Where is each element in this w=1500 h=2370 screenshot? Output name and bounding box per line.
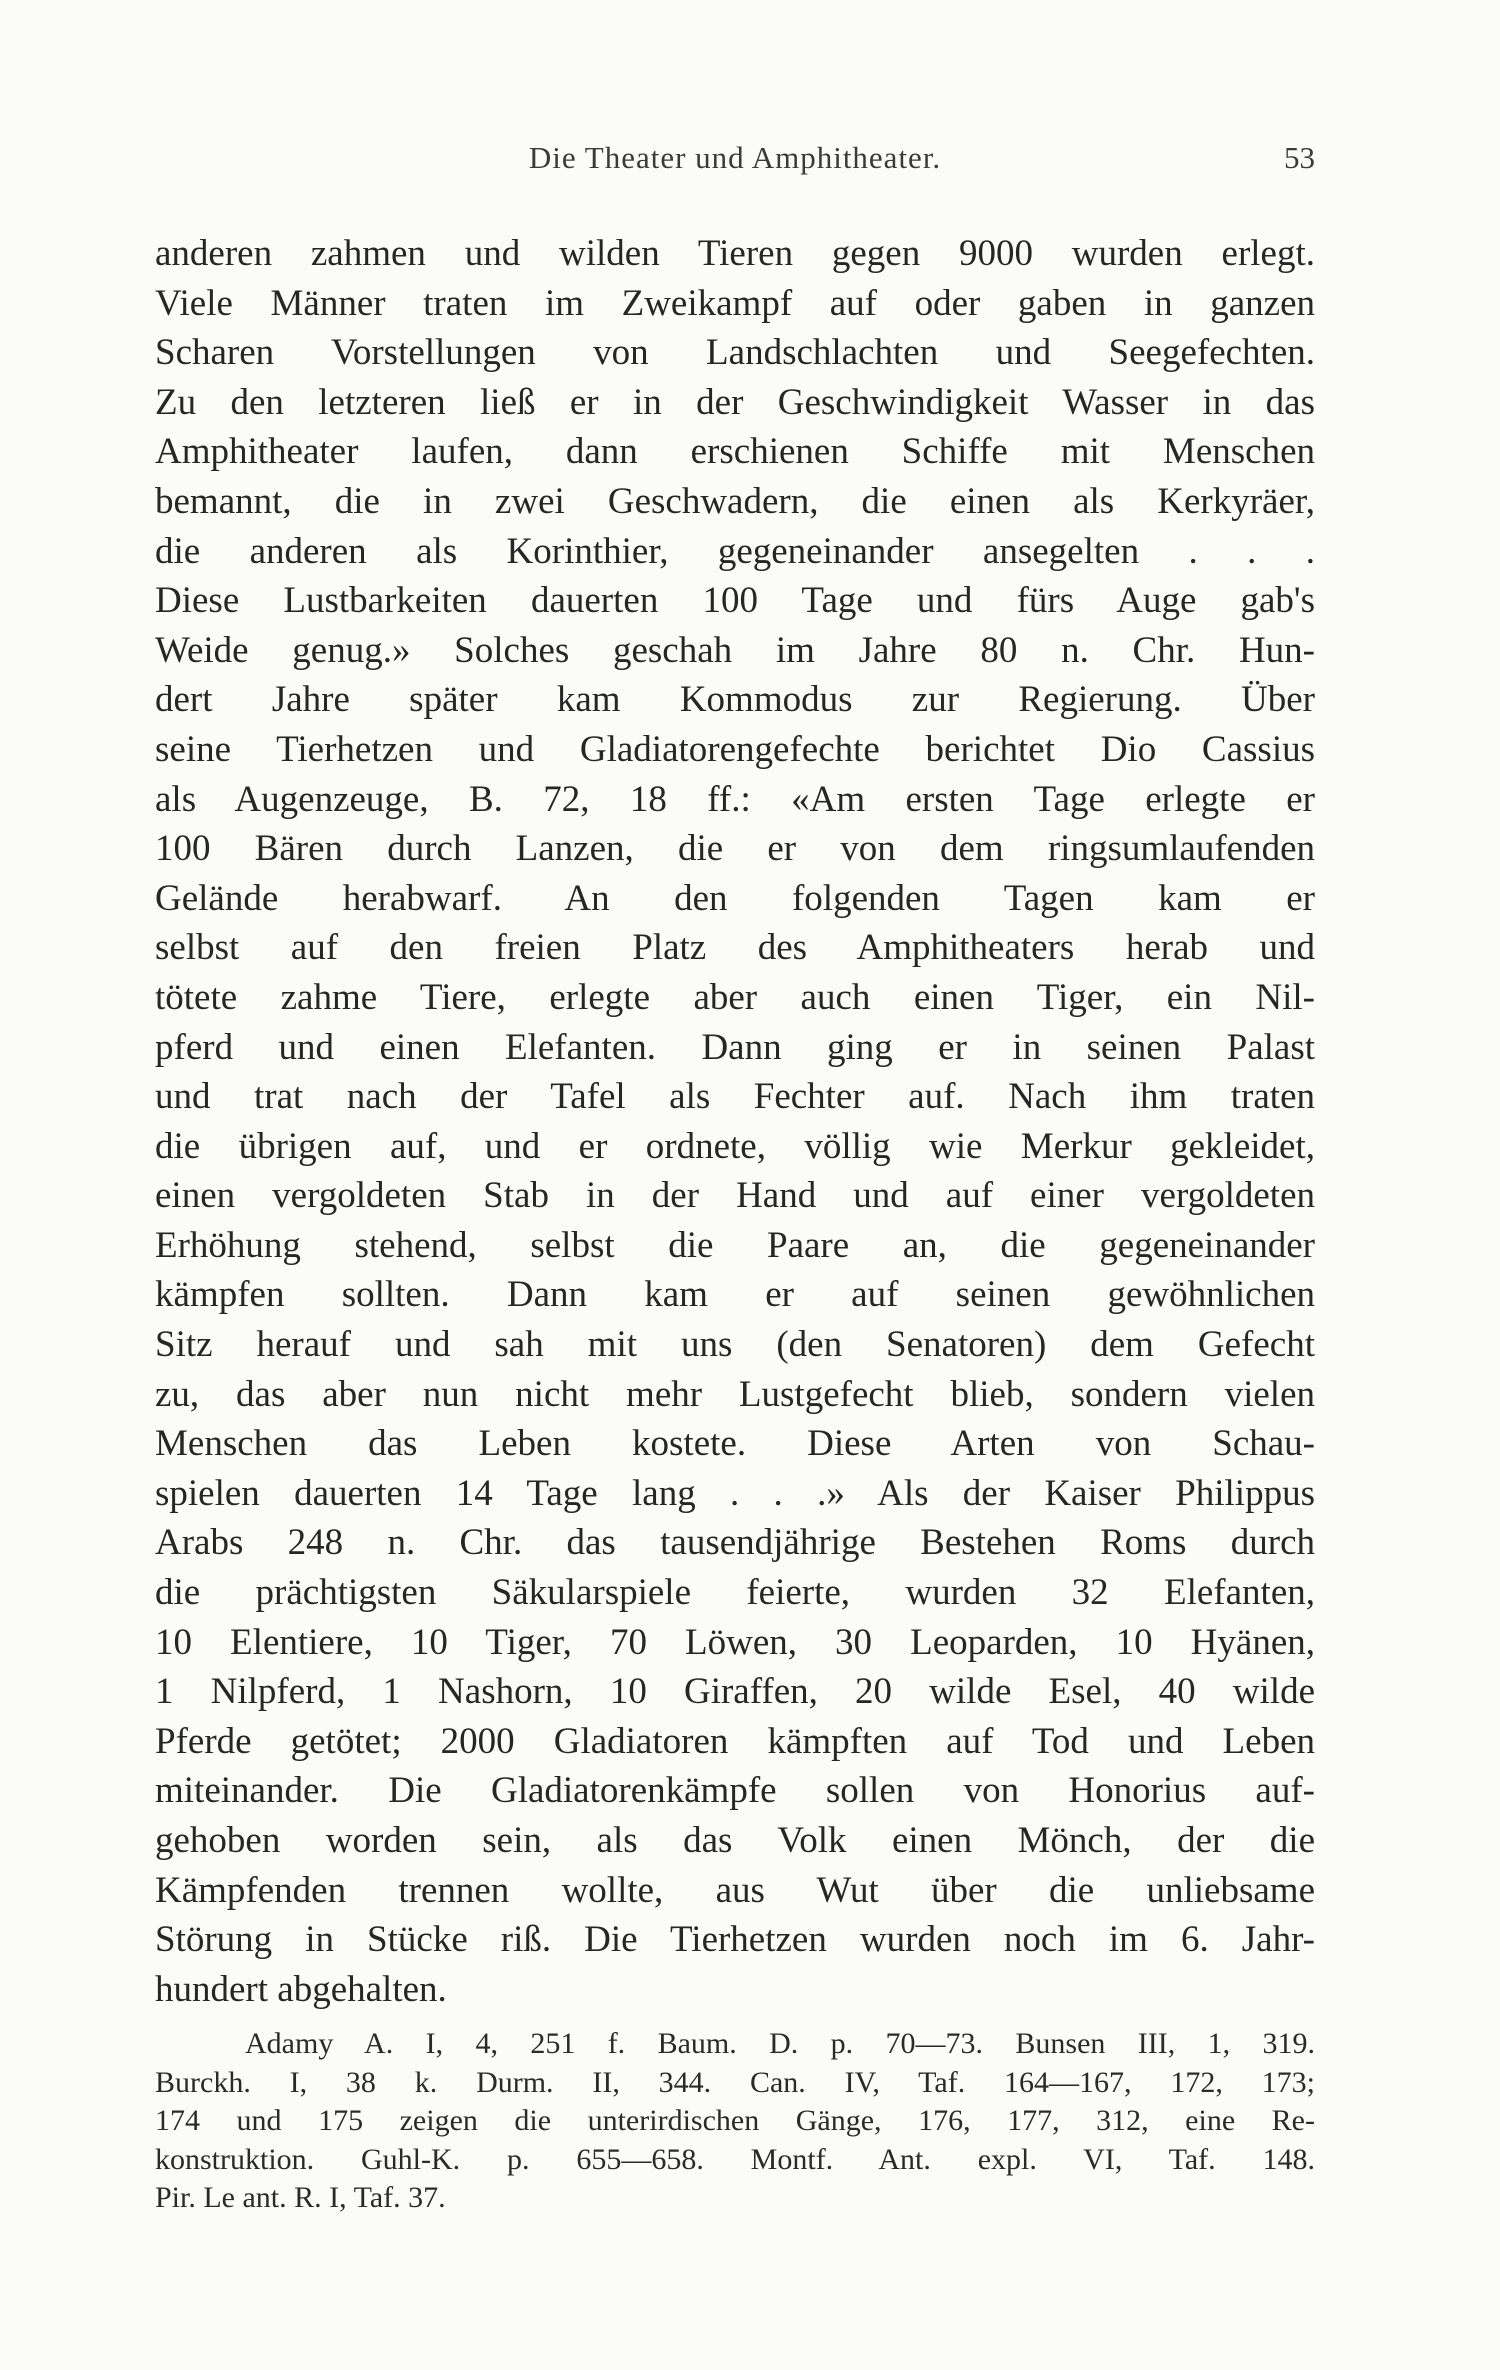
text-line: zu, das aber nun nicht mehr Lustgefecht blieb, sondern vielen bbox=[155, 1373, 1315, 1415]
text-line: Erhöhung stehend, selbst die Paare an, die gegeneinander bbox=[155, 1224, 1315, 1266]
text-line: 1 Nilpferd, 1 Nashorn, 10 Giraffen, 20 wilde Esel, 40 wilde bbox=[155, 1671, 1315, 1713]
text-line: Arabs 248 n. Chr. das tausendjährige Bestehen Roms durch bbox=[155, 1522, 1315, 1564]
text-line: bemannt, die in zwei Geschwadern, die einen als Kerkyräer, bbox=[155, 480, 1315, 522]
reference-notes bbox=[155, 2025, 1315, 2218]
text-line: Sitz herauf und sah mit uns (den Senatoren) dem Gefecht bbox=[155, 1324, 1315, 1366]
text-line: seine Tierhetzen und Gladiatorengefechte berichtet Dio Cassius bbox=[155, 728, 1315, 770]
reference-line: Pir. Le ant. R. I, Taf. 37. bbox=[155, 2181, 446, 2214]
reference-line: Adamy A. I, 4, 251 f. Baum. D. p. 70—73. Bunsen III, 1, 319. bbox=[245, 2027, 1315, 2060]
text-line: einen vergoldeten Stab in der Hand und auf einer vergoldeten bbox=[155, 1175, 1315, 1217]
text-line: Pferde getötet; 2000 Gladiatoren kämpften auf Tod und Leben bbox=[155, 1720, 1315, 1762]
text-line: die prächtigsten Säkularspiele feierte, wurden 32 Elefanten, bbox=[155, 1572, 1315, 1614]
text-line: anderen zahmen und wilden Tieren gegen 9000 wurden erlegt. bbox=[155, 233, 1315, 274]
text-line: Amphitheater laufen, dann erschienen Schiffe mit Menschen bbox=[155, 431, 1315, 473]
text-line: kämpfen sollten. Dann kam er auf seinen gewöhnlichen bbox=[155, 1274, 1315, 1316]
text-line: die übrigen auf, und er ordnete, völlig wie Merkur gekleidet, bbox=[155, 1125, 1315, 1167]
text-line: miteinander. Die Gladiatorenkämpfe sollen von Honorius auf- bbox=[155, 1770, 1315, 1812]
page-number: 53 bbox=[1284, 140, 1315, 175]
text-line: die anderen als Korinthier, gegeneinander ansegelten . . . bbox=[155, 530, 1315, 572]
running-head bbox=[155, 140, 1315, 180]
text-line: 100 Bären durch Lanzen, die er von dem ringsumlaufenden bbox=[155, 828, 1315, 870]
text-line: Gelände herabwarf. An den folgenden Tagen kam er bbox=[155, 877, 1315, 919]
text-line: Menschen das Leben kostete. Diese Arten von Schau- bbox=[155, 1423, 1315, 1465]
text-line: Zu den letzteren ließ er in der Geschwindigkeit Wasser in das bbox=[155, 381, 1315, 423]
text-line: pferd und einen Elefanten. Dann ging er in seinen Palast bbox=[155, 1026, 1315, 1068]
text-line: Kämpfenden trennen wollte, aus Wut über die unliebsame bbox=[155, 1869, 1315, 1911]
reference-line: Burckh. I, 38 k. Durm. II, 344. Can. IV, Taf. 164—167, 172, 173; bbox=[155, 2065, 1315, 2099]
text-line: gehoben worden sein, als das Volk einen Mönch, der die bbox=[155, 1820, 1315, 1861]
text-line: spielen dauerten 14 Tage lang . . .» Als der Kaiser Philippus bbox=[155, 1472, 1315, 1514]
running-title: Die Theater und Amphitheater. bbox=[528, 140, 942, 175]
text-line: dert Jahre später kam Kommodus zur Regierung. Über bbox=[155, 679, 1315, 721]
text-line: als Augenzeuge, B. 72, 18 ff.: «Am ersten Tage erlegte er bbox=[155, 778, 1315, 820]
text-line: 10 Elentiere, 10 Tiger, 70 Löwen, 30 Leoparden, 10 Hyänen, bbox=[155, 1621, 1315, 1663]
body-text bbox=[155, 229, 1315, 2014]
text-line: tötete zahme Tiere, erlegte aber auch einen Tiger, ein Nil- bbox=[155, 976, 1315, 1018]
text-line: Weide genug.» Solches geschah im Jahre 80 n. Chr. Hun- bbox=[155, 629, 1315, 671]
text-line: hundert abgehalten. bbox=[155, 1968, 447, 2010]
text-line: selbst auf den freien Platz des Amphitheaters herab und bbox=[155, 927, 1315, 969]
reference-line: 174 und 175 zeigen die unterirdischen Gänge, 176, 177, 312, eine Re- bbox=[155, 2104, 1315, 2137]
text-line: Viele Männer traten im Zweikampf auf oder gaben in ganzen bbox=[155, 282, 1315, 324]
reference-line: konstruktion. Guhl-K. p. 655—658. Montf. Ant. expl. VI, Taf. 148. bbox=[155, 2142, 1315, 2176]
text-line: Scharen Vorstellungen von Landschlachten und Seegefechten. bbox=[155, 332, 1315, 374]
text-line: Störung in Stücke riß. Die Tierhetzen wurden noch im 6. Jahr- bbox=[155, 1919, 1315, 1961]
text-line: Diese Lustbarkeiten dauerten 100 Tage und fürs Auge gab's bbox=[155, 580, 1315, 622]
text-line: und trat nach der Tafel als Fechter auf. Nach ihm traten bbox=[155, 1076, 1315, 1118]
